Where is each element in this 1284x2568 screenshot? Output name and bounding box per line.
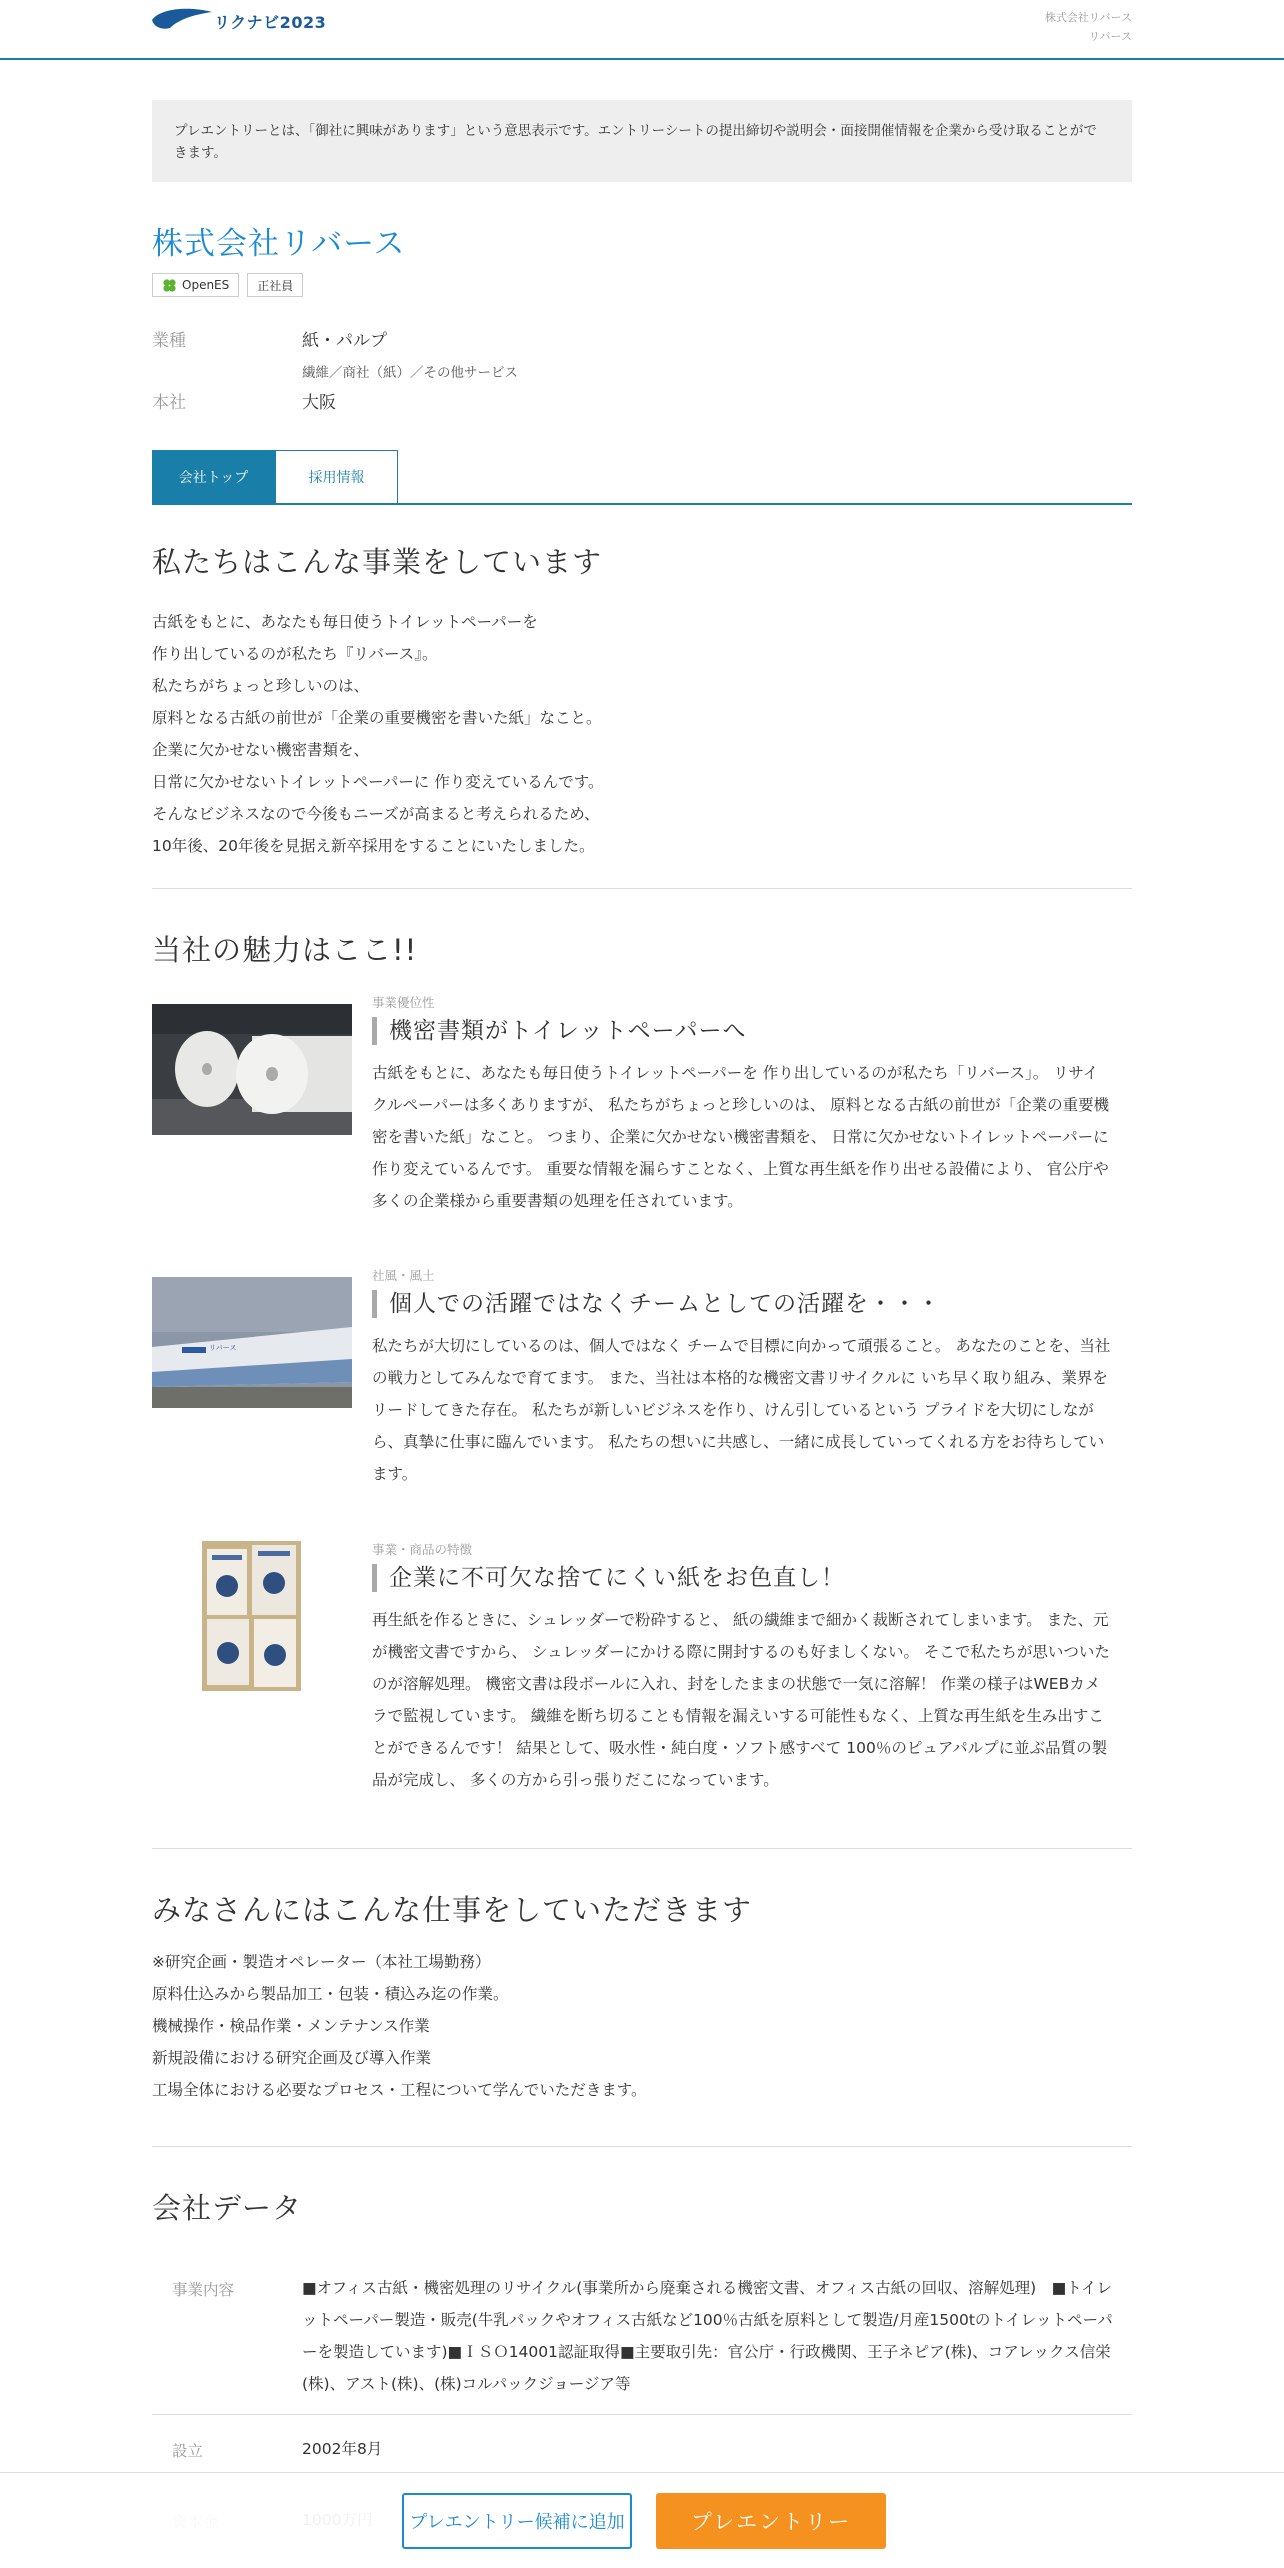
work-line: ※研究企画・製造オペレーター（本社工場勤務） — [152, 1953, 491, 1971]
feature-heading: 機密書類がトイレットペーパーへ — [372, 1017, 1132, 1045]
feature-body — [372, 1057, 1132, 1217]
clover-icon — [162, 278, 177, 293]
feature-line: が機密文書ですから、 シュレッダーにかける際に開封するのも好ましくない。 そこで私たちが思いついた — [372, 1643, 1110, 1661]
header-company-info — [1045, 8, 1132, 46]
rikunabi-logo[interactable] — [150, 6, 327, 34]
header-company-short: リバース — [1088, 30, 1132, 43]
feature-line: クルペーパーは多くありますが、 私たちがちょっと珍しいのは、 原料となる古紙の前世が「企業の重要機 — [372, 1096, 1110, 1114]
feature-line: ラで監視しています。 繊維を断ち切ることも情報を漏えいする可能性もなく、上質な再生紙を生み出すこ — [372, 1707, 1104, 1725]
business-line: 企業に欠かせない機密書類を、 — [152, 741, 370, 759]
site-header — [0, 0, 1284, 60]
feature-heading: 個人での活躍ではなくチームとしての活躍を・・・ — [372, 1290, 1132, 1318]
industry-main: 紙・パルプ — [302, 331, 387, 351]
business-line: 日常に欠かせないトイレットペーパーに 作り変えているんです。 — [152, 773, 604, 791]
data-row-business — [152, 2272, 1132, 2414]
preentry-button[interactable]: プレエントリー — [656, 2493, 886, 2549]
work-line: 新規設備における研究企画及び導入作業 — [152, 2049, 432, 2067]
tab-company-top[interactable]: 会社トップ — [152, 450, 275, 503]
feature-heading: 企業に不可欠な捨てにくい紙をお色直し！ — [372, 1564, 1132, 1592]
company-tabs — [152, 450, 1132, 505]
toilet-paper-product-photo — [202, 1541, 301, 1691]
data-line: ットペーパー製造・販売(牛乳パックやオフィス古紙など100％古紙を原料として製造/月産1500tのトイレットペーパ — [302, 2311, 1113, 2329]
bottom-action-bar — [0, 2472, 1284, 2568]
company-data-title: 会社データ — [152, 2191, 303, 2225]
feature-category: 社風・風土 — [372, 1268, 435, 1283]
company-name: 株式会社リバース — [152, 226, 406, 262]
tab-recruitment-info[interactable]: 採用情報 — [275, 450, 398, 503]
feature-line: リードしてきた存在。 私たちが新しいビジネスを作り、けん引しているという プライドを大切にしなが — [372, 1401, 1094, 1419]
work-line: 工場全体における必要なプロセス・工程について学んでいただきます。 — [152, 2081, 647, 2099]
hq-label: 本社 — [152, 393, 186, 413]
data-key: 設立 — [172, 2442, 204, 2460]
feature-line: 密を書いた紙」なこと。 つまり、企業に欠かせない機密書類を、 日常に欠かせないトイレットペーパーに — [372, 1128, 1109, 1146]
employment-type-badge: 正社員 — [247, 273, 303, 297]
business-line: 原料となる古紙の前世が「企業の重要機密を書いた紙」なこと。 — [152, 709, 602, 727]
hq-row — [152, 388, 1132, 413]
data-value — [302, 2272, 1132, 2400]
industry-label: 業種 — [152, 331, 186, 351]
hq-value: 大阪 — [302, 393, 336, 413]
feature-card-3 — [372, 1540, 1132, 1796]
work-description — [152, 1946, 1132, 2106]
data-line: ーを製造しています)■ＩＳＯ14001認証取得■主要取引先：官公庁・行政機関、王子ネピア(株)、コアレックス信栄 — [302, 2343, 1111, 2361]
appeal-section-title: 当社の魅力はここ!! — [152, 933, 418, 967]
business-description — [152, 606, 1132, 862]
feature-line: のが溶解処理。 機密文書は段ボールに入れ、封をしたままの状態で一気に溶解！ 作業の様子はWEBカメ — [372, 1675, 1101, 1693]
section-divider — [152, 2146, 1132, 2147]
badge-list — [152, 273, 1132, 297]
company-meta — [152, 326, 1132, 413]
feature-body — [372, 1330, 1132, 1490]
feature-line: 私たちが大切にしているのは、個人ではなく チームで目標に向かって頑張ること。 あなたのことを、当社 — [372, 1337, 1111, 1355]
data-line: ■オフィス古紙・機密処理のリサイクル(事業所から廃棄される機密文書、オフィス古紙の回収、溶解処理) ■トイレ — [302, 2279, 1113, 2297]
data-key: 事業内容 — [172, 2281, 235, 2299]
data-line: (株)、アスト(株)、(株)コルパックジョージア等 — [302, 2375, 631, 2393]
feature-body — [372, 1604, 1132, 1796]
industry-sub: 繊維／商社（紙）／その他サービス — [302, 365, 518, 381]
openes-badge-label: OpenES — [182, 278, 230, 292]
feature-line: ら、真摯に仕事に臨んでいます。 私たちの想いに共感し、一緒に成長していってくれる方をお待ちしてい — [372, 1433, 1105, 1451]
work-section-title: みなさんにはこんな仕事をしていただきます — [152, 1893, 753, 1927]
work-line: 原料仕込みから製品加工・包装・積込み迄の作業。 — [152, 1985, 509, 2003]
paper-rolls-photo — [152, 1004, 352, 1135]
header-company-name: 株式会社リバース — [1044, 11, 1132, 24]
business-section-title: 私たちはこんな事業をしています — [152, 545, 603, 579]
logo-swoosh-icon — [150, 6, 214, 34]
section-divider — [152, 888, 1132, 889]
business-line: 私たちがちょっと珍しいのは、 — [152, 677, 370, 695]
business-line: 作り出しているのが私たち『リバース』。 — [152, 645, 438, 663]
factory-building-photo — [152, 1277, 352, 1408]
feature-category: 事業・商品の特徴 — [372, 1542, 473, 1557]
feature-card-2 — [372, 1266, 1132, 1490]
feature-category: 事業優位性 — [372, 995, 435, 1010]
logo-text: リクナビ2023 — [214, 13, 327, 32]
preentry-notice: プレエントリーとは、「御社に興味があります」という意思表示です。エントリーシートの提出締切や説明会・面接開催情報を企業から受け取ることができます。 — [152, 100, 1132, 182]
feature-line: 多くの企業様から重要書類の処理を任されています。 — [372, 1192, 743, 1210]
feature-card-1 — [372, 993, 1132, 1217]
business-line: 古紙をもとに、あなたも毎日使うトイレットペーパーを — [152, 613, 538, 631]
feature-line: 古紙をもとに、あなたも毎日使うトイレットペーパーを 作り出しているのが私たち「リバース」。 リサイ — [372, 1064, 1099, 1082]
feature-line: とができるんです！ 結果として、吸水性・純白度・ソフト感すべて 100％のピュアパルプに並ぶ品質の製 — [372, 1739, 1108, 1757]
industry-row — [152, 326, 1132, 388]
data-value: 2002年8月 — [302, 2440, 383, 2458]
feature-line: の戦力としてみんなで育てます。 また、当社は本格的な機密文書リサイクルに いち早く取り組み、業界を — [372, 1369, 1108, 1387]
work-line: 機械操作・検品作業・メンテナンス作業 — [152, 2017, 430, 2035]
feature-line: 作り変えているんです。 重要な情報を漏らすことなく、上質な再生紙を作り出せる設備により、 官公庁や — [372, 1160, 1109, 1178]
feature-line: 再生紙を作るときに、シュレッダーで粉砕すると、 紙の繊維まで細かく裁断されてしまいます。 また、元 — [372, 1611, 1109, 1629]
factory-sign-text: リバース — [209, 1344, 237, 1352]
openes-badge — [152, 273, 239, 297]
business-line: そんなビジネスなので今後もニーズが高まると考えられるため、 — [152, 805, 600, 823]
section-divider — [152, 1848, 1132, 1849]
business-line: 10年後、20年後を見据え新卒採用をすることにいたしました。 — [152, 837, 595, 855]
feature-line: ます。 — [372, 1465, 418, 1483]
feature-line: 品が完成し、 多くの方から引っ張りだこになっています。 — [372, 1771, 779, 1789]
add-preentry-candidate-button[interactable]: プレエントリー候補に追加 — [402, 2493, 632, 2549]
